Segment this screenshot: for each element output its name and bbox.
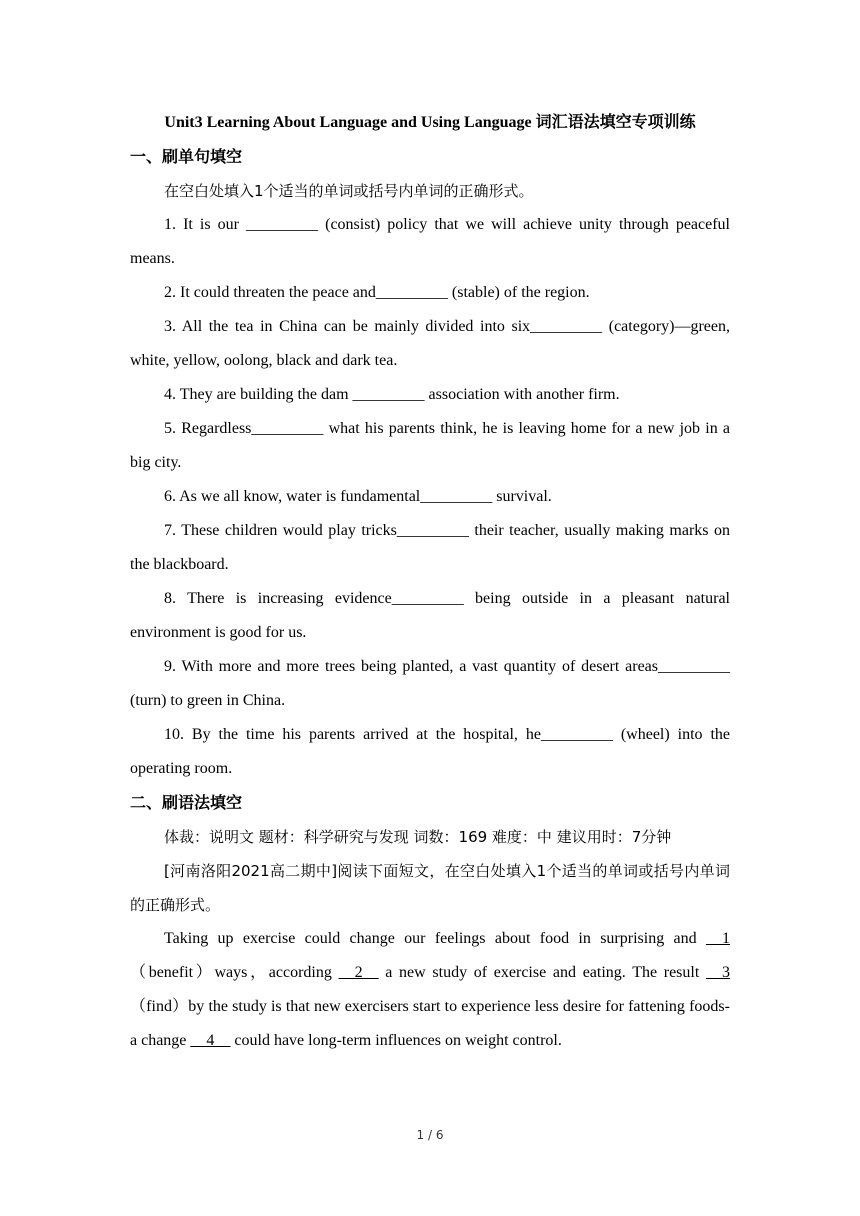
question-item-4: 4. They are building the dam _________ association with another firm.	[164, 386, 620, 403]
passage-meta: 体裁：说明文 题材：科学研究与发现 词数：169 难度：中 建议用时：7分钟	[164, 828, 672, 846]
passage-paragraph	[130, 922, 730, 1058]
page-indicator: 1 / 6	[416, 1128, 444, 1142]
question-item-3: 3. All the tea in China can be mainly divided into six_________ (category)—green, white, yellow, oolong, black and dark tea.	[130, 318, 730, 369]
blank-2: __2__	[338, 964, 379, 981]
question-item-8: 8. There is increasing evidence_________ being outside in a pleasant natural environment is good for us.	[130, 590, 730, 641]
document-content	[130, 106, 730, 1058]
question-item-6: 6. As we all know, water is fundamental_________ survival.	[164, 488, 552, 505]
passage-text-3: a new study of exercise and eating. The result	[378, 964, 706, 981]
section1-instruction: 在空白处填入1个适当的单词或括号内单词的正确形式。	[164, 182, 534, 200]
question-item-7: 7. These children would play tricks_________ their teacher, usually making marks on the blackboard.	[130, 522, 730, 573]
passage-text-1: Taking up exercise could change our feelings about food in surprising and	[164, 930, 706, 947]
question-item-9: 9. With more and more trees being planted, a vast quantity of desert areas_________ (turn) to green in China.	[130, 658, 730, 709]
section2-instruction: [河南洛阳2021高二期中]阅读下面短文，在空白处填入1个适当的单词或括号内单词的正确形式。	[130, 862, 730, 914]
passage-text-2: （benefit）ways，according	[130, 964, 339, 981]
passage-text-5: could have long-term influences on weight control.	[230, 1032, 562, 1049]
question-item-2: 2. It could threaten the peace and_________ (stable) of the region.	[164, 284, 590, 301]
blank-1: __1	[706, 930, 730, 947]
passage-text-4: （find）by the study is that new exercisers start to experience less desire for fattening foods-a change	[130, 998, 730, 1049]
question-item-10: 10. By the time his parents arrived at the hospital, he_________ (wheel) into the operating room.	[130, 726, 730, 777]
question-item-5: 5. Regardless_________ what his parents think, he is leaving home for a new job in a big city.	[130, 420, 730, 471]
blank-3: __3	[706, 964, 730, 981]
document-title: Unit3 Learning About Language and Using Language 词汇语法填空专项训练	[164, 114, 696, 131]
section-heading-sentence-fill: 一、刷单句填空	[130, 147, 243, 166]
question-item-1: 1. It is our _________ (consist) policy that we will achieve unity through peaceful means.	[130, 216, 730, 267]
section-heading-grammar-fill: 二、刷语法填空	[130, 793, 243, 812]
blank-4: __4__	[190, 1032, 231, 1049]
